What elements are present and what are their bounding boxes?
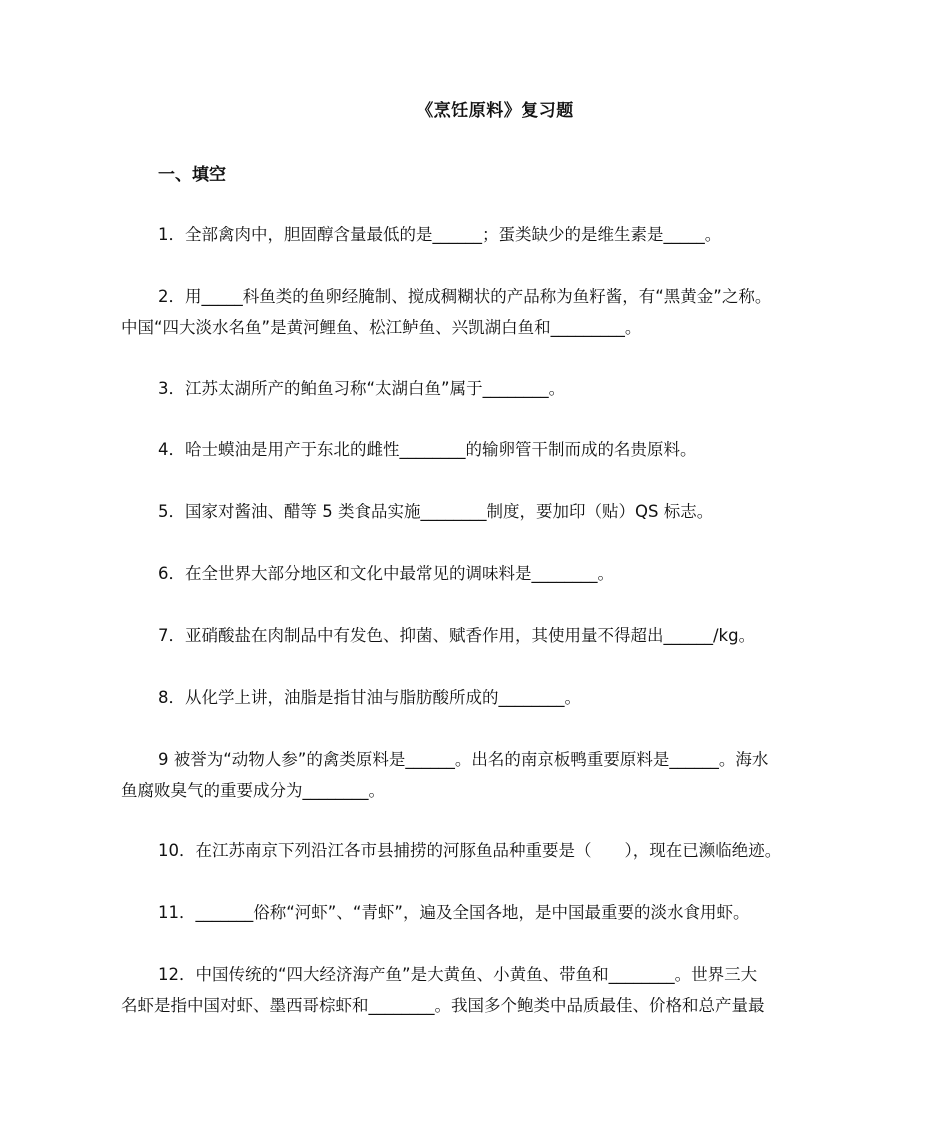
question-line: 2．用_____科鱼类的鱼卵经腌制、搅成稠糊状的产品称为鱼籽酱，有“黑黄金”之称。 [158,287,772,306]
question-6 [121,558,841,589]
question-line: 11．_______俗称“河虾”、“青虾”，遍及全国各地，是中国最重要的淡水食用虾。 [158,903,750,922]
question-line: 8．从化学上讲，油脂是指甘油与脂肪酸所成的________。 [158,688,581,707]
question-11 [121,897,841,928]
question-line: 10．在江苏南京下列沿江各市县捕捞的河豚鱼品种重要是（ ），现在已濒临绝迹。 [158,841,782,860]
question-12 [121,959,841,1021]
question-7 [121,620,841,651]
question-line: 3．江苏太湖所产的鲌鱼习称“太湖白鱼”属于________。 [158,379,566,398]
question-line: 7．亚硝酸盐在肉制品中有发色、抑菌、赋香作用，其使用量不得超出______/kg。 [158,626,756,645]
section-heading: 一、填空 [158,165,226,185]
question-line: 鱼腐败臭气的重要成分为________。 [121,781,385,800]
question-line: 名虾是指中国对虾、墨西哥棕虾和________。我国多个鲍类中品质最佳、价格和总产量最 [121,996,765,1015]
question-8 [121,682,841,713]
question-line: 6．在全世界大部分地区和文化中最常见的调味料是________。 [158,564,614,583]
question-3 [121,373,841,404]
question-4 [121,434,841,465]
question-line: 9 被誉为“动物人参”的禽类原料是______。出名的南京板鸭重要原料是______。海水 [158,750,769,769]
question-1 [121,219,841,250]
question-line: 5．国家对酱油、醋等 5 类食品实施________制度，要加印（贴）QS 标志。 [158,502,714,521]
document-title: 《烹饪原料》复习题 [416,101,574,121]
question-10 [121,835,841,866]
question-2 [121,281,841,343]
question-line: 1．全部禽肉中，胆固醇含量最低的是______；蛋类缺少的是维生素是_____。 [158,225,722,244]
question-line: 4．哈士蟆油是用产于东北的雌性________的输卵管干制而成的名贵原料。 [158,440,697,459]
question-9 [121,744,841,806]
question-line: 中国“四大淡水名鱼”是黄河鲤鱼、松江鲈鱼、兴凯湖白鱼和_________。 [121,318,642,337]
question-5 [121,496,841,527]
question-line: 12．中国传统的“四大经济海产鱼”是大黄鱼、小黄鱼、带鱼和________。世界三大 [158,965,758,984]
